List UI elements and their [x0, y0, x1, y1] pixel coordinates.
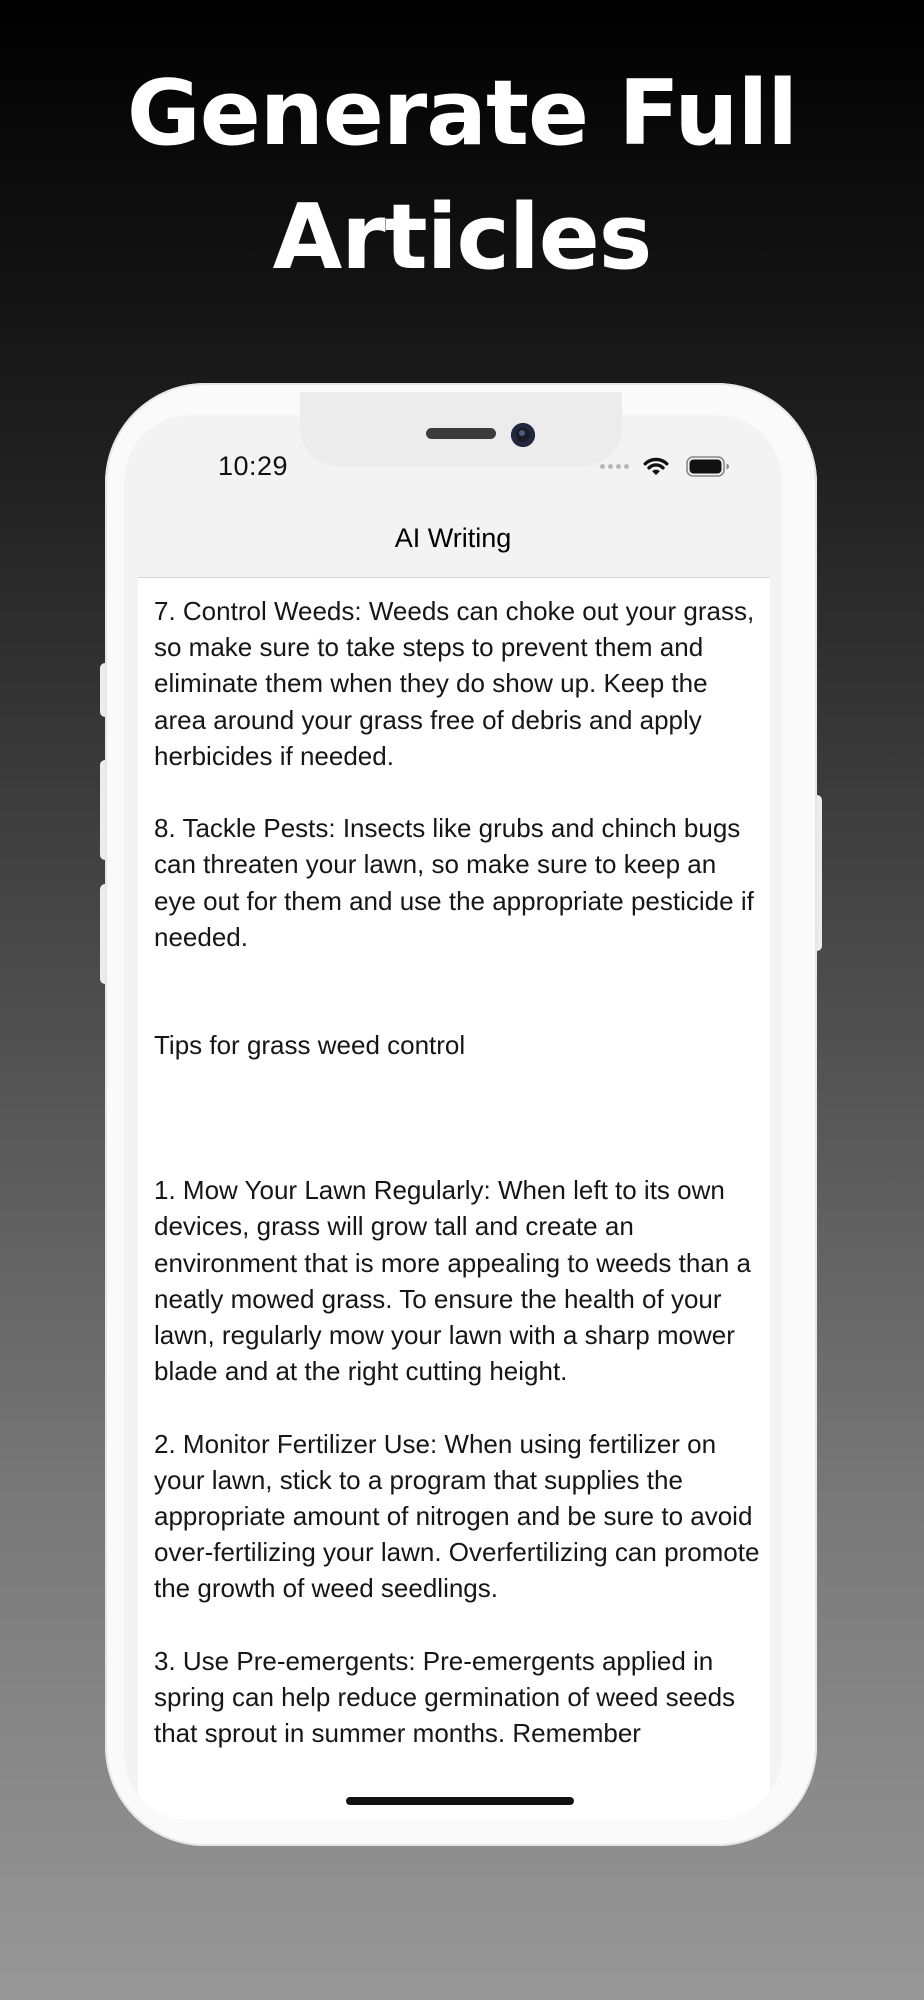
article-scroll-view[interactable] — [138, 578, 770, 1820]
wifi-icon — [643, 455, 669, 477]
article-paragraph: 7. Control Weeds: Weeds can choke out your grass, so make sure to take steps to prevent them and eliminate them when they do show up. Keep the area around your grass free of debris and apply herbicides if needed. — [154, 596, 755, 771]
earpiece-speaker — [426, 428, 496, 439]
promo-headline-line-1: Generate Full — [126, 61, 798, 166]
front-camera-icon — [511, 423, 535, 447]
cellular-signal-icon — [600, 464, 629, 469]
phone-screen — [124, 415, 782, 1820]
article-paragraph: 3. Use Pre-emergents: Pre-emergents applied in spring can help reduce germination of weed seeds that sprout in summer months. Remember — [154, 1645, 736, 1749]
article-paragraph: 8. Tackle Pests: Insects like grubs and chinch bugs can threaten your lawn, so make sure to keep an eye out for them and use the appropriate pesticide if needed. — [154, 813, 754, 952]
promo-headline-line-2: Articles — [272, 185, 652, 290]
article-paragraph: 2. Monitor Fertilizer Use: When using fertilizer on your lawn, stick to a program that supplies the appropriate amount of nitrogen and be sure to avoid over-fertilizing your lawn. Overfertilizing can promote the growth of weed seedlings. — [154, 1428, 760, 1604]
home-indicator[interactable] — [346, 1797, 574, 1805]
status-time: 10:29 — [218, 451, 289, 481]
article-paragraph: 1. Mow Your Lawn Regularly: When left to its own devices, grass will grow tall and create an environment that is more appealing to weeds than a neatly mowed grass. To ensure the health of your lawn, regularly mow your lawn with a sharp mower blade and at the right cutting height. — [154, 1175, 751, 1387]
battery-icon — [686, 456, 730, 478]
article-text[interactable] — [154, 593, 760, 1751]
nav-title: AI Writing — [394, 523, 512, 553]
section-heading: Tips for grass weed control — [154, 1030, 466, 1061]
promo-headline — [0, 52, 924, 300]
